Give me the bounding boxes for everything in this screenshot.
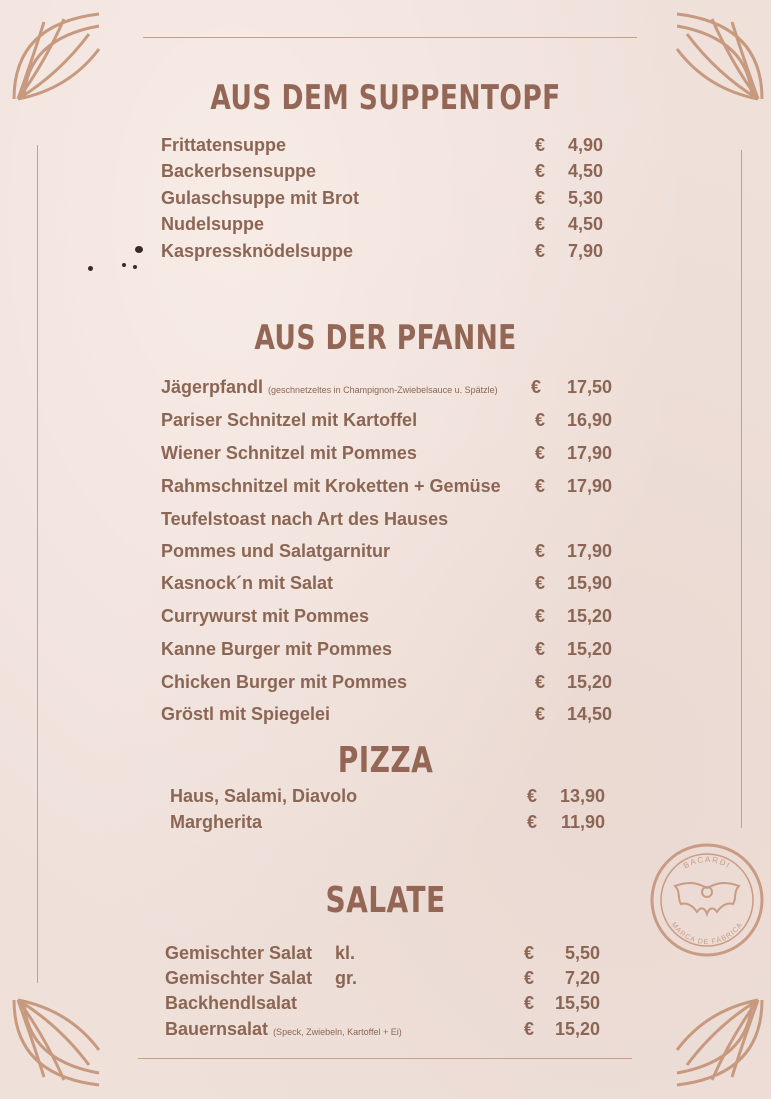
menu-item-name: Frittatensuppe (161, 135, 287, 155)
currency-symbol: € (535, 443, 546, 463)
menu-item-name: Kasnock´n mit Salat (161, 573, 334, 593)
currency-symbol: € (535, 606, 546, 626)
menu-item-name: Rahmschnitzel mit Kroketten + Gemüse (161, 476, 501, 496)
menu-item-price: 5,50 (564, 943, 600, 963)
menu-item-size: gr. (335, 968, 358, 988)
menu-item-name: Haus, Salami, Diavolo (170, 786, 358, 806)
currency-symbol: € (527, 786, 538, 806)
menu-item-price: 15,20 (566, 606, 612, 626)
stain-spot (88, 266, 93, 271)
menu-item-price: 15,20 (566, 672, 612, 692)
currency-symbol: € (524, 968, 535, 988)
stain-spot (135, 246, 143, 253)
currency-symbol: € (531, 377, 542, 397)
section-title-pizza: PIZZA (337, 740, 434, 781)
menu-item-price: 14,50 (566, 704, 612, 724)
bottom-border-line (138, 1058, 632, 1059)
menu-item-name: Gulaschsuppe mit Brot (161, 188, 360, 208)
svg-text:MARCA DE FÁBRICA (670, 921, 745, 946)
currency-symbol: € (535, 672, 546, 692)
menu-item-note: (Speck, Zwiebeln, Kartoffel + Ei) (273, 1027, 402, 1037)
menu-item-name: Pariser Schnitzel mit Kartoffel (161, 410, 418, 430)
menu-item-price: 11,90 (560, 812, 605, 832)
currency-symbol: € (535, 476, 546, 496)
currency-symbol: € (535, 541, 546, 561)
currency-symbol: € (535, 161, 546, 181)
menu-item-price: 13,90 (559, 786, 605, 806)
currency-symbol: € (535, 639, 546, 659)
menu-item-name: Nudelsuppe (161, 214, 265, 234)
section-title-salad: SALATE (325, 880, 446, 921)
menu-item-price: 7,20 (564, 968, 600, 988)
stamp-text-top: BACARDI (681, 854, 733, 871)
menu-item-name: Teufelstoast nach Art des Hauses (161, 509, 449, 529)
menu-item-name (161, 377, 498, 398)
currency-symbol: € (524, 1019, 535, 1039)
menu-item-price: 17,90 (566, 443, 612, 463)
menu-item-price: 4,50 (567, 161, 603, 181)
menu-item-name: Backerbsensuppe (161, 161, 317, 181)
menu-item-price: 17,90 (566, 476, 612, 496)
currency-symbol: € (535, 410, 546, 430)
menu-item-name: Kanne Burger mit Pommes (161, 639, 393, 659)
currency-symbol: € (535, 188, 546, 208)
top-border-line (143, 37, 637, 38)
menu-item-price: 4,50 (567, 214, 603, 234)
menu-item-price: 17,50 (566, 377, 612, 397)
currency-symbol: € (524, 943, 535, 963)
menu-item-price: 15,50 (554, 993, 600, 1013)
currency-symbol: € (524, 993, 535, 1013)
right-border-line (741, 150, 742, 828)
menu-item-name: Gemischter Salat (165, 968, 313, 988)
left-border-line (37, 145, 38, 983)
menu-item-note: (geschnetzeltes in Champignon-Zwiebelsauce u. Spätzle) (268, 385, 498, 395)
currency-symbol: € (535, 241, 546, 261)
menu-item-name: Kaspressknödelsuppe (161, 241, 354, 261)
menu-item-name-text: Jägerpfandl (161, 377, 264, 397)
menu-item-name-text: Bauernsalat (165, 1019, 269, 1039)
menu-item-price: 15,20 (554, 1019, 600, 1039)
menu-item-name: Margherita (170, 812, 263, 832)
currency-symbol: € (535, 135, 546, 155)
menu-item-price: 17,90 (566, 541, 612, 561)
menu-item-name (165, 1019, 402, 1040)
currency-symbol: € (535, 214, 546, 234)
menu-item-name: Gemischter Salat (165, 943, 313, 963)
section-title-pan: AUS DER PFANNE (254, 318, 517, 358)
stain-spot (133, 265, 137, 269)
stain-spot (122, 263, 126, 267)
shell-ornament-icon (4, 985, 114, 1095)
menu-item-name: Backhendlsalat (165, 993, 298, 1013)
menu-item-price: 15,20 (566, 639, 612, 659)
menu-item-name: Wiener Schnitzel mit Pommes (161, 443, 417, 463)
menu-item-price: 15,90 (566, 573, 612, 593)
menu-item-name: Chicken Burger mit Pommes (161, 672, 408, 692)
bat-logo-stamp-icon (647, 840, 767, 960)
menu-item-name: Gröstl mit Spiegelei (161, 704, 331, 724)
section-title-soup: AUS DEM SUPPENTOPF (210, 78, 561, 118)
shell-ornament-icon (662, 985, 771, 1095)
stamp-text-bottom: MARCA DE FÁBRICA (669, 921, 745, 947)
currency-symbol: € (527, 812, 538, 832)
menu-item-size: kl. (335, 943, 356, 963)
menu-item-name: Pommes und Salatgarnitur (161, 541, 391, 561)
currency-symbol: € (535, 704, 546, 724)
menu-item-name: Currywurst mit Pommes (161, 606, 370, 626)
menu-item-price: 4,90 (567, 135, 603, 155)
currency-symbol: € (535, 573, 546, 593)
menu-item-price: 7,90 (567, 241, 603, 261)
menu-item-price: 5,30 (567, 188, 603, 208)
menu-item-price: 16,90 (566, 410, 612, 430)
